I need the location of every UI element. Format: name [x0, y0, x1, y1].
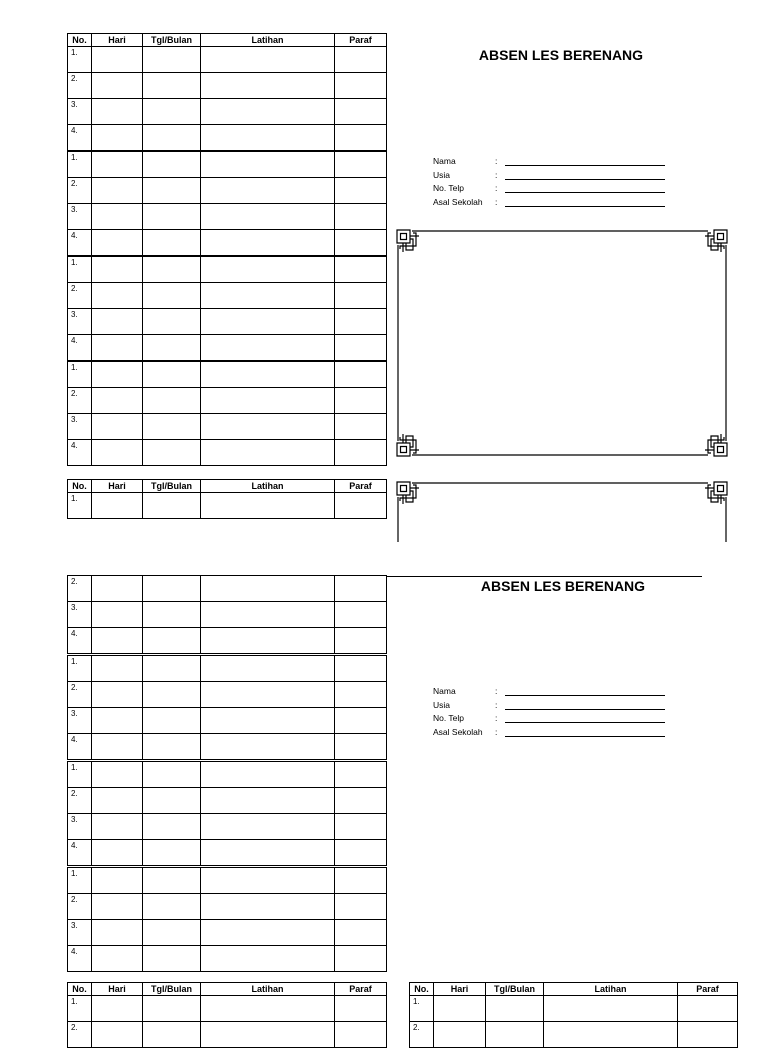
- latihan-cell[interactable]: [201, 178, 335, 204]
- latihan-cell[interactable]: [201, 388, 335, 414]
- telp-label: No. Telp: [433, 713, 465, 723]
- tgl-cell[interactable]: [143, 655, 201, 682]
- paraf-cell[interactable]: [335, 388, 387, 414]
- paraf-cell[interactable]: [335, 204, 387, 230]
- paraf-cell[interactable]: [335, 708, 387, 734]
- latihan-cell[interactable]: [201, 840, 335, 867]
- tgl-cell[interactable]: [143, 920, 201, 946]
- divider-line: [386, 576, 702, 577]
- no-cell: 4.: [68, 335, 92, 362]
- table-row: [68, 894, 387, 920]
- hari-cell[interactable]: [92, 151, 143, 178]
- table-row: [68, 946, 387, 972]
- table-row: [68, 788, 387, 814]
- paraf-cell[interactable]: [335, 814, 387, 840]
- usia-label: Usia: [433, 169, 451, 180]
- tgl-cell[interactable]: [143, 602, 201, 628]
- paraf-cell[interactable]: [335, 920, 387, 946]
- latihan-cell[interactable]: [201, 256, 335, 283]
- latihan-cell[interactable]: [201, 151, 335, 178]
- latihan-cell[interactable]: [201, 708, 335, 734]
- latihan-cell[interactable]: [544, 1022, 678, 1048]
- latihan-cell[interactable]: [201, 125, 335, 152]
- table-row: [68, 682, 387, 708]
- column-header: Tgl/Bulan: [143, 480, 201, 493]
- no-cell: 3.: [68, 204, 92, 230]
- telp-label: No. Telp: [433, 183, 465, 193]
- sekolah-colon: :: [495, 726, 498, 737]
- attendance-table-3: [67, 575, 387, 972]
- hari-cell[interactable]: [92, 682, 143, 708]
- nama-field[interactable]: [505, 695, 665, 696]
- column-header: Tgl/Bulan: [486, 983, 544, 996]
- no-cell: 3.: [68, 920, 92, 946]
- tgl-cell[interactable]: [143, 867, 201, 894]
- nama-label: Nama: [433, 156, 456, 166]
- hari-cell[interactable]: [92, 283, 143, 309]
- tgl-cell[interactable]: [143, 682, 201, 708]
- hari-cell[interactable]: [92, 99, 143, 125]
- no-cell: 1.: [68, 361, 92, 388]
- nama-label: Nama: [433, 686, 456, 696]
- tgl-cell[interactable]: [143, 628, 201, 655]
- paraf-cell[interactable]: [335, 440, 387, 466]
- table-row: [68, 920, 387, 946]
- no-cell: 3.: [68, 414, 92, 440]
- paraf-cell[interactable]: [335, 894, 387, 920]
- no-cell: 2.: [68, 788, 92, 814]
- page-title-2: ABSEN LES BERENANG: [480, 578, 646, 594]
- header-row: [68, 983, 387, 996]
- usia-field[interactable]: [505, 179, 665, 180]
- column-header: Paraf: [678, 983, 738, 996]
- tgl-cell[interactable]: [143, 734, 201, 761]
- table-row: [68, 840, 387, 867]
- paraf-cell[interactable]: [335, 1022, 387, 1048]
- tgl-cell[interactable]: [143, 335, 201, 362]
- frame-corner-ornament: [705, 482, 727, 504]
- hari-cell[interactable]: [92, 335, 143, 362]
- no-cell: 2.: [68, 388, 92, 414]
- table-row: [68, 440, 387, 466]
- paraf-cell[interactable]: [335, 151, 387, 178]
- header-row: [68, 480, 387, 493]
- no-cell: 1.: [68, 996, 92, 1022]
- hari-cell[interactable]: [92, 708, 143, 734]
- tgl-cell[interactable]: [143, 125, 201, 152]
- latihan-cell[interactable]: [201, 602, 335, 628]
- tgl-cell[interactable]: [143, 708, 201, 734]
- hari-cell[interactable]: [92, 388, 143, 414]
- latihan-cell[interactable]: [201, 99, 335, 125]
- tgl-cell[interactable]: [143, 283, 201, 309]
- column-header: Paraf: [335, 983, 387, 996]
- student-info-form-2: [433, 685, 673, 739]
- tgl-cell[interactable]: [143, 840, 201, 867]
- sekolah-label: Asal Sekolah: [433, 196, 483, 207]
- table-row: [68, 309, 387, 335]
- hari-cell[interactable]: [92, 734, 143, 761]
- table-row: [68, 283, 387, 309]
- latihan-cell[interactable]: [201, 440, 335, 466]
- table-row: [68, 388, 387, 414]
- paraf-cell[interactable]: [335, 996, 387, 1022]
- telp-colon: :: [495, 183, 498, 193]
- paraf-cell[interactable]: [335, 309, 387, 335]
- column-header: No.: [68, 34, 92, 47]
- tgl-cell[interactable]: [143, 493, 201, 519]
- telp-field[interactable]: [505, 722, 665, 723]
- header-row: [68, 34, 387, 47]
- table-row: [68, 204, 387, 230]
- hari-cell[interactable]: [92, 73, 143, 99]
- no-cell: 1.: [68, 47, 92, 73]
- tgl-cell[interactable]: [143, 761, 201, 788]
- page-title: ABSEN LES BERENANG: [478, 47, 644, 63]
- header-row: [410, 983, 738, 996]
- hari-cell[interactable]: [92, 178, 143, 204]
- paraf-cell[interactable]: [335, 682, 387, 708]
- column-header: Latihan: [201, 983, 335, 996]
- latihan-cell[interactable]: [201, 894, 335, 920]
- hari-cell[interactable]: [92, 309, 143, 335]
- nama-colon: :: [495, 156, 498, 166]
- frame-corner-ornament: [705, 230, 727, 252]
- no-cell: 1.: [68, 151, 92, 178]
- hari-cell[interactable]: [92, 840, 143, 867]
- column-header: Hari: [92, 480, 143, 493]
- tgl-cell[interactable]: [143, 576, 201, 602]
- table-row: [68, 602, 387, 628]
- tgl-cell[interactable]: [143, 996, 201, 1022]
- tgl-cell[interactable]: [143, 814, 201, 840]
- no-cell: 2.: [68, 73, 92, 99]
- latihan-cell[interactable]: [201, 204, 335, 230]
- tgl-cell[interactable]: [143, 440, 201, 466]
- table-row: [68, 361, 387, 388]
- hari-cell[interactable]: [92, 946, 143, 972]
- hari-cell[interactable]: [434, 996, 486, 1022]
- paraf-cell[interactable]: [335, 178, 387, 204]
- frame-corner-ornament: [397, 434, 419, 456]
- hari-cell[interactable]: [92, 602, 143, 628]
- no-cell: 1.: [68, 493, 92, 519]
- hari-cell[interactable]: [92, 894, 143, 920]
- table-row: [68, 761, 387, 788]
- table-row: [68, 576, 387, 602]
- table-row: [68, 47, 387, 73]
- latihan-cell[interactable]: [201, 920, 335, 946]
- sekolah-field[interactable]: [505, 736, 665, 737]
- tgl-cell[interactable]: [143, 47, 201, 73]
- hari-cell[interactable]: [92, 867, 143, 894]
- latihan-cell[interactable]: [201, 1022, 335, 1048]
- no-cell: 2.: [68, 178, 92, 204]
- no-cell: 2.: [68, 894, 92, 920]
- latihan-cell[interactable]: [201, 361, 335, 388]
- table-row: [68, 178, 387, 204]
- column-header: Hari: [92, 983, 143, 996]
- table-row: [68, 73, 387, 99]
- latihan-cell[interactable]: [201, 814, 335, 840]
- column-header: Paraf: [335, 480, 387, 493]
- table-row: [68, 230, 387, 257]
- column-header: Paraf: [335, 34, 387, 47]
- tgl-cell[interactable]: [143, 788, 201, 814]
- no-cell: 4.: [68, 946, 92, 972]
- latihan-cell[interactable]: [201, 867, 335, 894]
- no-cell: 4.: [68, 230, 92, 257]
- telp-colon: :: [495, 713, 498, 723]
- hari-cell[interactable]: [92, 493, 143, 519]
- frame-corner-ornament: [705, 434, 727, 456]
- column-header: Hari: [434, 983, 486, 996]
- table-row: [68, 1022, 387, 1048]
- no-cell: 1.: [68, 867, 92, 894]
- table-row: [68, 335, 387, 362]
- table-row: [68, 734, 387, 761]
- column-header: No.: [68, 983, 92, 996]
- sekolah-label: Asal Sekolah: [433, 726, 483, 737]
- table-row: [68, 628, 387, 655]
- paraf-cell[interactable]: [335, 230, 387, 257]
- hari-cell[interactable]: [92, 1022, 143, 1048]
- tgl-cell[interactable]: [143, 1022, 201, 1048]
- table-row: [68, 493, 387, 519]
- no-cell: 4.: [68, 440, 92, 466]
- hari-cell[interactable]: [92, 230, 143, 257]
- table-row: [410, 1022, 738, 1048]
- no-cell: 2.: [68, 576, 92, 602]
- paraf-cell[interactable]: [335, 335, 387, 362]
- hari-cell[interactable]: [92, 788, 143, 814]
- no-cell: 3.: [68, 602, 92, 628]
- student-info-form: [433, 155, 673, 209]
- tgl-cell[interactable]: [143, 894, 201, 920]
- no-cell: 3.: [68, 99, 92, 125]
- tgl-cell[interactable]: [486, 1022, 544, 1048]
- no-cell: 1.: [68, 256, 92, 283]
- hari-cell[interactable]: [92, 814, 143, 840]
- hari-cell[interactable]: [92, 47, 143, 73]
- latihan-cell[interactable]: [201, 576, 335, 602]
- no-cell: 3.: [68, 814, 92, 840]
- tgl-cell[interactable]: [143, 414, 201, 440]
- paraf-cell[interactable]: [335, 256, 387, 283]
- paraf-cell[interactable]: [335, 361, 387, 388]
- hari-cell[interactable]: [92, 655, 143, 682]
- no-cell: 4.: [68, 628, 92, 655]
- decorative-frame: [395, 228, 729, 458]
- tgl-cell[interactable]: [486, 996, 544, 1022]
- hari-cell[interactable]: [92, 576, 143, 602]
- paraf-cell[interactable]: [335, 283, 387, 309]
- latihan-cell[interactable]: [201, 414, 335, 440]
- table-row: [68, 99, 387, 125]
- paraf-cell[interactable]: [335, 628, 387, 655]
- table-row: [68, 814, 387, 840]
- table-row: [68, 867, 387, 894]
- latihan-cell[interactable]: [201, 47, 335, 73]
- latihan-cell[interactable]: [201, 761, 335, 788]
- attendance-table-4: [67, 982, 387, 1048]
- table-row: [68, 708, 387, 734]
- no-cell: 2.: [410, 1022, 434, 1048]
- hari-cell[interactable]: [92, 125, 143, 152]
- paraf-cell[interactable]: [335, 761, 387, 788]
- no-cell: 1.: [68, 655, 92, 682]
- no-cell: 2.: [68, 283, 92, 309]
- attendance-table-5: [409, 982, 738, 1048]
- tgl-cell[interactable]: [143, 309, 201, 335]
- usia-field[interactable]: [505, 709, 665, 710]
- table-row: [68, 655, 387, 682]
- no-cell: 3.: [68, 708, 92, 734]
- hari-cell[interactable]: [92, 361, 143, 388]
- latihan-cell[interactable]: [201, 788, 335, 814]
- table-row: [410, 996, 738, 1022]
- column-header: Latihan: [544, 983, 678, 996]
- usia-label: Usia: [433, 699, 451, 710]
- tgl-cell[interactable]: [143, 946, 201, 972]
- no-cell: 2.: [68, 682, 92, 708]
- telp-field[interactable]: [505, 192, 665, 193]
- latihan-cell[interactable]: [544, 996, 678, 1022]
- hari-cell[interactable]: [92, 920, 143, 946]
- column-header: Latihan: [201, 34, 335, 47]
- no-cell: 3.: [68, 309, 92, 335]
- tgl-cell[interactable]: [143, 230, 201, 257]
- no-cell: 1.: [68, 761, 92, 788]
- latihan-cell[interactable]: [201, 230, 335, 257]
- hari-cell[interactable]: [92, 256, 143, 283]
- latihan-cell[interactable]: [201, 734, 335, 761]
- paraf-cell[interactable]: [335, 414, 387, 440]
- frame-corner-ornament: [397, 230, 419, 252]
- latihan-cell[interactable]: [201, 682, 335, 708]
- no-cell: 1.: [410, 996, 434, 1022]
- paraf-cell[interactable]: [678, 996, 738, 1022]
- paraf-cell[interactable]: [335, 99, 387, 125]
- table-row: [68, 151, 387, 178]
- column-header: No.: [68, 480, 92, 493]
- usia-colon: :: [495, 699, 498, 710]
- column-header: Tgl/Bulan: [143, 34, 201, 47]
- frame-corner-ornament: [397, 482, 419, 504]
- table-row: [68, 414, 387, 440]
- column-header: No.: [410, 983, 434, 996]
- no-cell: 4.: [68, 840, 92, 867]
- table-row: [68, 256, 387, 283]
- hari-cell[interactable]: [92, 440, 143, 466]
- paraf-cell[interactable]: [335, 788, 387, 814]
- latihan-cell[interactable]: [201, 283, 335, 309]
- paraf-cell[interactable]: [335, 946, 387, 972]
- paraf-cell[interactable]: [335, 867, 387, 894]
- latihan-cell[interactable]: [201, 493, 335, 519]
- hari-cell[interactable]: [92, 628, 143, 655]
- paraf-cell[interactable]: [335, 734, 387, 761]
- latihan-cell[interactable]: [201, 996, 335, 1022]
- latihan-cell[interactable]: [201, 946, 335, 972]
- no-cell: 2.: [68, 1022, 92, 1048]
- attendance-table: [67, 33, 387, 466]
- hari-cell[interactable]: [92, 996, 143, 1022]
- paraf-cell[interactable]: [335, 602, 387, 628]
- no-cell: 4.: [68, 125, 92, 152]
- table-row: [68, 125, 387, 152]
- sekolah-colon: :: [495, 196, 498, 207]
- tgl-cell[interactable]: [143, 73, 201, 99]
- hari-cell[interactable]: [92, 414, 143, 440]
- column-header: Hari: [92, 34, 143, 47]
- latihan-cell[interactable]: [201, 309, 335, 335]
- tgl-cell[interactable]: [143, 151, 201, 178]
- tgl-cell[interactable]: [143, 256, 201, 283]
- paraf-cell[interactable]: [335, 493, 387, 519]
- paraf-cell[interactable]: [335, 576, 387, 602]
- latihan-cell[interactable]: [201, 628, 335, 655]
- decorative-frame-partial: [395, 480, 729, 544]
- latihan-cell[interactable]: [201, 73, 335, 99]
- tgl-cell[interactable]: [143, 99, 201, 125]
- no-cell: 4.: [68, 734, 92, 761]
- nama-field[interactable]: [505, 165, 665, 166]
- paraf-cell[interactable]: [335, 125, 387, 152]
- table-row: [68, 996, 387, 1022]
- sekolah-field[interactable]: [505, 206, 665, 207]
- tgl-cell[interactable]: [143, 388, 201, 414]
- hari-cell[interactable]: [92, 204, 143, 230]
- hari-cell[interactable]: [92, 761, 143, 788]
- latihan-cell[interactable]: [201, 335, 335, 362]
- paraf-cell[interactable]: [678, 1022, 738, 1048]
- tgl-cell[interactable]: [143, 204, 201, 230]
- paraf-cell[interactable]: [335, 47, 387, 73]
- column-header: Tgl/Bulan: [143, 983, 201, 996]
- latihan-cell[interactable]: [201, 655, 335, 682]
- tgl-cell[interactable]: [143, 178, 201, 204]
- attendance-table-2: [67, 479, 387, 519]
- paraf-cell[interactable]: [335, 840, 387, 867]
- usia-colon: :: [495, 169, 498, 180]
- paraf-cell[interactable]: [335, 73, 387, 99]
- paraf-cell[interactable]: [335, 655, 387, 682]
- tgl-cell[interactable]: [143, 361, 201, 388]
- column-header: Latihan: [201, 480, 335, 493]
- hari-cell[interactable]: [434, 1022, 486, 1048]
- nama-colon: :: [495, 686, 498, 696]
